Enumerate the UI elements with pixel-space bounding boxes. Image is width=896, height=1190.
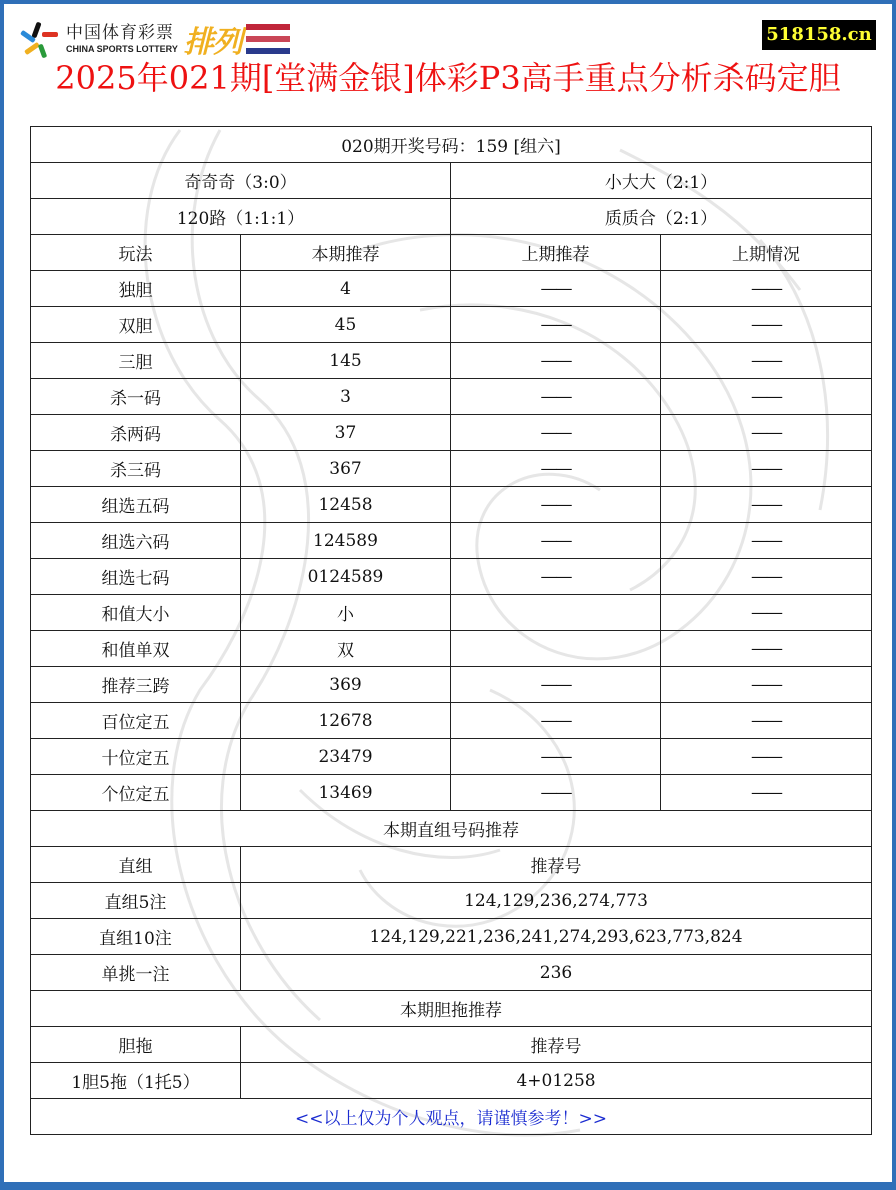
prev-rec-cell: —— — [451, 523, 661, 559]
column-header: 上期推荐 — [451, 235, 661, 271]
play-cell: 杀一码 — [31, 379, 241, 415]
column-header: 推荐号 — [241, 847, 872, 883]
prev-result-cell: —— — [661, 451, 872, 487]
section-title: 本期胆拖推荐 — [31, 991, 872, 1027]
column-header: 直组 — [31, 847, 241, 883]
section-title: 本期直组号码推荐 — [31, 811, 872, 847]
play-cell: 推荐三跨 — [31, 667, 241, 703]
summary-row — [31, 199, 872, 235]
dantuo-value-cell: 4+01258 — [241, 1063, 872, 1099]
last-draw-row — [31, 127, 872, 163]
prev-rec-cell — [451, 631, 661, 667]
current-rec-cell: 12458 — [241, 487, 451, 523]
footer-note-row — [31, 1099, 872, 1135]
prev-result-cell: —— — [661, 703, 872, 739]
prev-result-cell: —— — [661, 307, 872, 343]
analysis-header-row — [31, 235, 872, 271]
play-cell: 组选六码 — [31, 523, 241, 559]
direct-label-cell: 直组5注 — [31, 883, 241, 919]
prev-rec-cell: —— — [451, 343, 661, 379]
play-cell: 杀三码 — [31, 451, 241, 487]
table-row — [31, 523, 872, 559]
direct-header-row — [31, 847, 872, 883]
prev-result-cell: —— — [661, 667, 872, 703]
current-rec-cell: 45 — [241, 307, 451, 343]
prev-result-cell: —— — [661, 595, 872, 631]
column-header: 本期推荐 — [241, 235, 451, 271]
play-cell: 和值大小 — [31, 595, 241, 631]
direct-label-cell: 单挑一注 — [31, 955, 241, 991]
table-row — [31, 667, 872, 703]
table-row — [31, 307, 872, 343]
column-header: 上期情况 — [661, 235, 872, 271]
play-cell: 双胆 — [31, 307, 241, 343]
direct-value-cell: 124,129,236,274,773 — [241, 883, 872, 919]
prev-rec-cell: —— — [451, 703, 661, 739]
analysis-table — [30, 126, 872, 1135]
summary-row — [31, 163, 872, 199]
table-row — [31, 631, 872, 667]
table-row — [31, 451, 872, 487]
table-row — [31, 955, 872, 991]
current-rec-cell: 0124589 — [241, 559, 451, 595]
lottery-logo — [20, 18, 290, 60]
prev-rec-cell: —— — [451, 559, 661, 595]
table-row — [31, 595, 872, 631]
footer-note: <<以上仅为个人观点，请谨慎参考！>> — [31, 1099, 872, 1135]
prev-rec-cell: —— — [451, 271, 661, 307]
prime-composite-cell: 质质合（2:1） — [451, 199, 872, 235]
table-row — [31, 559, 872, 595]
table-row — [31, 487, 872, 523]
current-rec-cell: 124589 — [241, 523, 451, 559]
table-row — [31, 415, 872, 451]
big-small-cell: 小大大（2:1） — [451, 163, 872, 199]
play-cell: 三胆 — [31, 343, 241, 379]
column-header: 推荐号 — [241, 1027, 872, 1063]
table-row — [31, 919, 872, 955]
table-row — [31, 379, 872, 415]
current-rec-cell: 369 — [241, 667, 451, 703]
play-cell: 杀两码 — [31, 415, 241, 451]
current-rec-cell: 23479 — [241, 739, 451, 775]
prev-rec-cell: —— — [451, 307, 661, 343]
site-badge[interactable]: 518158.cn — [762, 20, 876, 50]
prev-rec-cell: —— — [451, 415, 661, 451]
logo-en-text: CHINA SPORTS LOTTERY — [66, 44, 178, 54]
prev-result-cell: —— — [661, 271, 872, 307]
prev-rec-cell: —— — [451, 667, 661, 703]
prev-result-cell: —— — [661, 739, 872, 775]
dantuo-section-title-row — [31, 991, 872, 1027]
star-logo-icon — [20, 18, 62, 60]
current-rec-cell: 双 — [241, 631, 451, 667]
direct-section-title-row — [31, 811, 872, 847]
page-title: 2025年021期[堂满金银]体彩P3高手重点分析杀码定胆 — [55, 59, 841, 97]
prev-result-cell: —— — [661, 379, 872, 415]
prev-rec-cell: —— — [451, 739, 661, 775]
prev-result-cell: —— — [661, 559, 872, 595]
play-cell: 十位定五 — [31, 739, 241, 775]
column-header: 玩法 — [31, 235, 241, 271]
prev-result-cell: —— — [661, 487, 872, 523]
play-cell: 个位定五 — [31, 775, 241, 811]
table-row — [31, 883, 872, 919]
table-row — [31, 343, 872, 379]
logo-game-text: 排列 — [183, 25, 242, 60]
current-rec-cell: 小 — [241, 595, 451, 631]
prev-result-cell: —— — [661, 775, 872, 811]
direct-value-cell: 124,129,221,236,241,274,293,623,773,824 — [241, 919, 872, 955]
page-header — [0, 0, 896, 120]
direct-label-cell: 直组10注 — [31, 919, 241, 955]
last-draw-cell: 020期开奖号码：159 [组六] — [31, 127, 872, 163]
logo-cn-text: 中国体育彩票 — [66, 23, 174, 43]
current-rec-cell: 145 — [241, 343, 451, 379]
play-cell: 百位定五 — [31, 703, 241, 739]
table-row — [31, 271, 872, 307]
prev-result-cell: —— — [661, 523, 872, 559]
logo-three-bars-icon — [246, 24, 290, 54]
current-rec-cell: 13469 — [241, 775, 451, 811]
prev-result-cell: —— — [661, 631, 872, 667]
current-rec-cell: 37 — [241, 415, 451, 451]
prev-result-cell: —— — [661, 343, 872, 379]
dantuo-header-row — [31, 1027, 872, 1063]
prev-rec-cell: —— — [451, 451, 661, 487]
play-cell: 和值单双 — [31, 631, 241, 667]
prev-rec-cell: —— — [451, 379, 661, 415]
prev-rec-cell: —— — [451, 775, 661, 811]
play-cell: 组选七码 — [31, 559, 241, 595]
odd-even-cell: 奇奇奇（3:0） — [31, 163, 451, 199]
dantuo-label-cell: 1胆5拖（1托5） — [31, 1063, 241, 1099]
play-cell: 组选五码 — [31, 487, 241, 523]
prev-result-cell: —— — [661, 415, 872, 451]
prev-rec-cell: —— — [451, 487, 661, 523]
current-rec-cell: 12678 — [241, 703, 451, 739]
route-cell: 120路（1:1:1） — [31, 199, 451, 235]
table-row — [31, 1063, 872, 1099]
prev-rec-cell — [451, 595, 661, 631]
play-cell: 独胆 — [31, 271, 241, 307]
table-row — [31, 739, 872, 775]
current-rec-cell: 3 — [241, 379, 451, 415]
column-header: 胆拖 — [31, 1027, 241, 1063]
current-rec-cell: 367 — [241, 451, 451, 487]
current-rec-cell: 4 — [241, 271, 451, 307]
table-row — [31, 775, 872, 811]
table-row — [31, 703, 872, 739]
direct-value-cell: 236 — [241, 955, 872, 991]
